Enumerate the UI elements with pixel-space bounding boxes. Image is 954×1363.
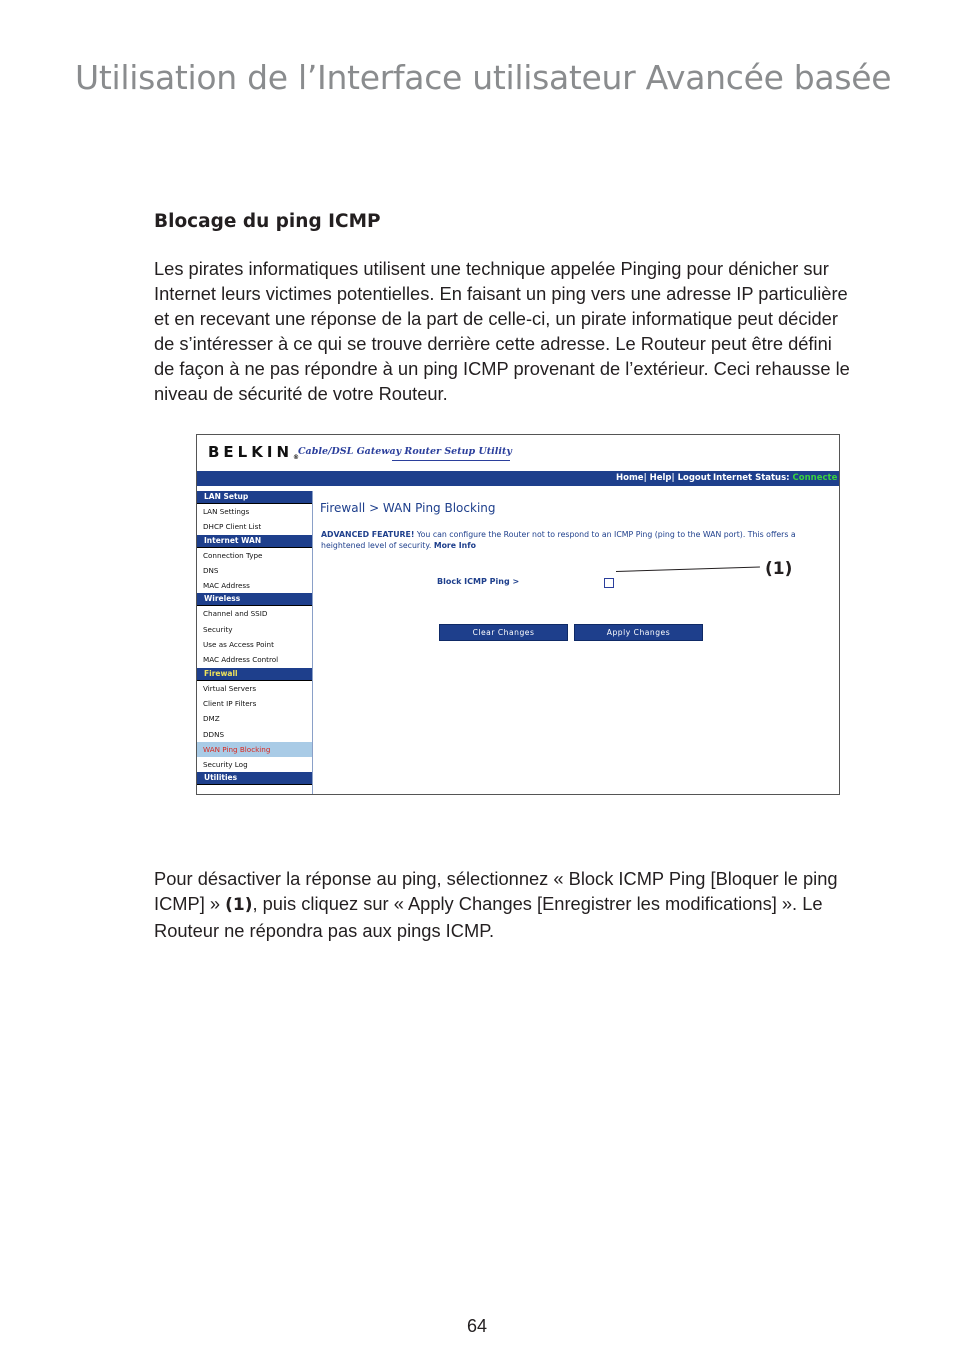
internet-status xyxy=(713,473,837,483)
utility-title: Cable/DSL Gateway Router Setup Utility xyxy=(298,446,512,457)
apply-changes-button[interactable]: Apply Changes xyxy=(574,624,703,641)
page-title: Utilisation de l’Interface utilisateur Avancée basée xyxy=(75,58,892,97)
sidebar-heading-firewall: Firewall xyxy=(197,668,312,681)
sidebar-item-access-point[interactable]: Use as Access Point xyxy=(203,640,274,650)
sidebar-item-ddns[interactable]: DDNS xyxy=(203,729,225,739)
sidebar-item-connection-type[interactable]: Connection Type xyxy=(203,550,263,560)
callout-label: (1) xyxy=(765,559,793,579)
sidebar-heading-internet-wan: Internet WAN xyxy=(197,535,312,548)
router-header xyxy=(197,435,839,489)
top-nav-links[interactable]: Home| Help| Logout xyxy=(616,473,711,483)
main-panel xyxy=(313,491,839,794)
sidebar-item-security[interactable]: Security xyxy=(203,624,233,634)
block-icmp-ping-label: Block ICMP Ping > xyxy=(437,577,520,586)
brand-mark: ® xyxy=(293,454,299,461)
sidebar-item-client-ip-filters[interactable]: Client IP Filters xyxy=(203,698,257,708)
instruction-text-2: , puis cliquez sur « Apply Changes [Enregistrer les modifications] ». Le Routeur ne répondra pas aux pings ICMP. xyxy=(154,893,823,941)
intro-paragraph: Les pirates informatiques utilisent une technique appelée Pinging pour dénicher sur Internet leurs victimes potentielles. En faisant un ping vers une adresse IP particulière et en recevant une réponse de la part de celle-ci, un pirate informatique peut décider de s’intéresser à ce qui se trouve derrière cette adresse. Le Routeur peut être défini de façon à ne pas répondre à un ping ICMP provenant de l’extérieur. Ceci rehausse le niveau de sécurité de votre Routeur. xyxy=(154,258,850,404)
more-info-link[interactable]: More Info xyxy=(433,541,476,550)
instruction-paragraph xyxy=(154,866,854,943)
clear-changes-button[interactable]: Clear Changes xyxy=(439,624,568,641)
belkin-logo xyxy=(208,443,299,461)
status-value: Connecte xyxy=(792,473,838,483)
page-number: 64 xyxy=(466,1316,488,1336)
top-nav-bar xyxy=(197,471,839,486)
sidebar-heading-wireless: Wireless xyxy=(197,593,312,606)
breadcrumb: Firewall > WAN Ping Blocking xyxy=(320,501,496,515)
brand-name: BELKIN xyxy=(208,443,293,461)
sidebar-item-lan-settings[interactable]: LAN Settings xyxy=(203,507,250,516)
sidebar-heading-utilities: Utilities xyxy=(197,772,312,785)
instruction-text-1: Pour désactiver la réponse au ping, sélectionnez « Block ICMP Ping [Bloquer le ping ICMP] » xyxy=(154,868,838,914)
sidebar-item-security-log[interactable]: Security Log xyxy=(203,760,248,770)
sidebar-item-mac-address-control[interactable]: MAC Address Control xyxy=(203,655,279,665)
router-screenshot xyxy=(196,434,840,795)
sidebar xyxy=(197,491,313,794)
instruction-reference: (1) xyxy=(225,895,253,915)
sidebar-item-dhcp-client-list[interactable]: DHCP Client List xyxy=(203,522,262,532)
sidebar-item-dns[interactable]: DNS xyxy=(203,565,219,575)
notice-label: ADVANCED FEATURE! xyxy=(321,530,415,539)
notice-text: You can configure the Router not to respond to an ICMP Ping (ping to the WAN port). This offers a heightened level of security. xyxy=(321,530,796,550)
sidebar-item-channel-ssid[interactable]: Channel and SSID xyxy=(203,609,268,619)
status-label: Internet Status: xyxy=(713,473,793,483)
utility-underline xyxy=(392,460,510,461)
sidebar-heading-lan-setup: LAN Setup xyxy=(197,491,312,504)
sidebar-item-virtual-servers[interactable]: Virtual Servers xyxy=(203,683,257,693)
sidebar-item-mac-address[interactable]: MAC Address xyxy=(203,581,250,591)
sidebar-item-dmz[interactable]: DMZ xyxy=(203,714,220,724)
block-icmp-ping-checkbox[interactable] xyxy=(604,578,614,588)
advanced-feature-notice xyxy=(321,529,811,551)
sidebar-item-wan-ping-blocking[interactable]: WAN Ping Blocking xyxy=(197,742,312,757)
section-heading: Blocage du ping ICMP xyxy=(154,211,381,232)
